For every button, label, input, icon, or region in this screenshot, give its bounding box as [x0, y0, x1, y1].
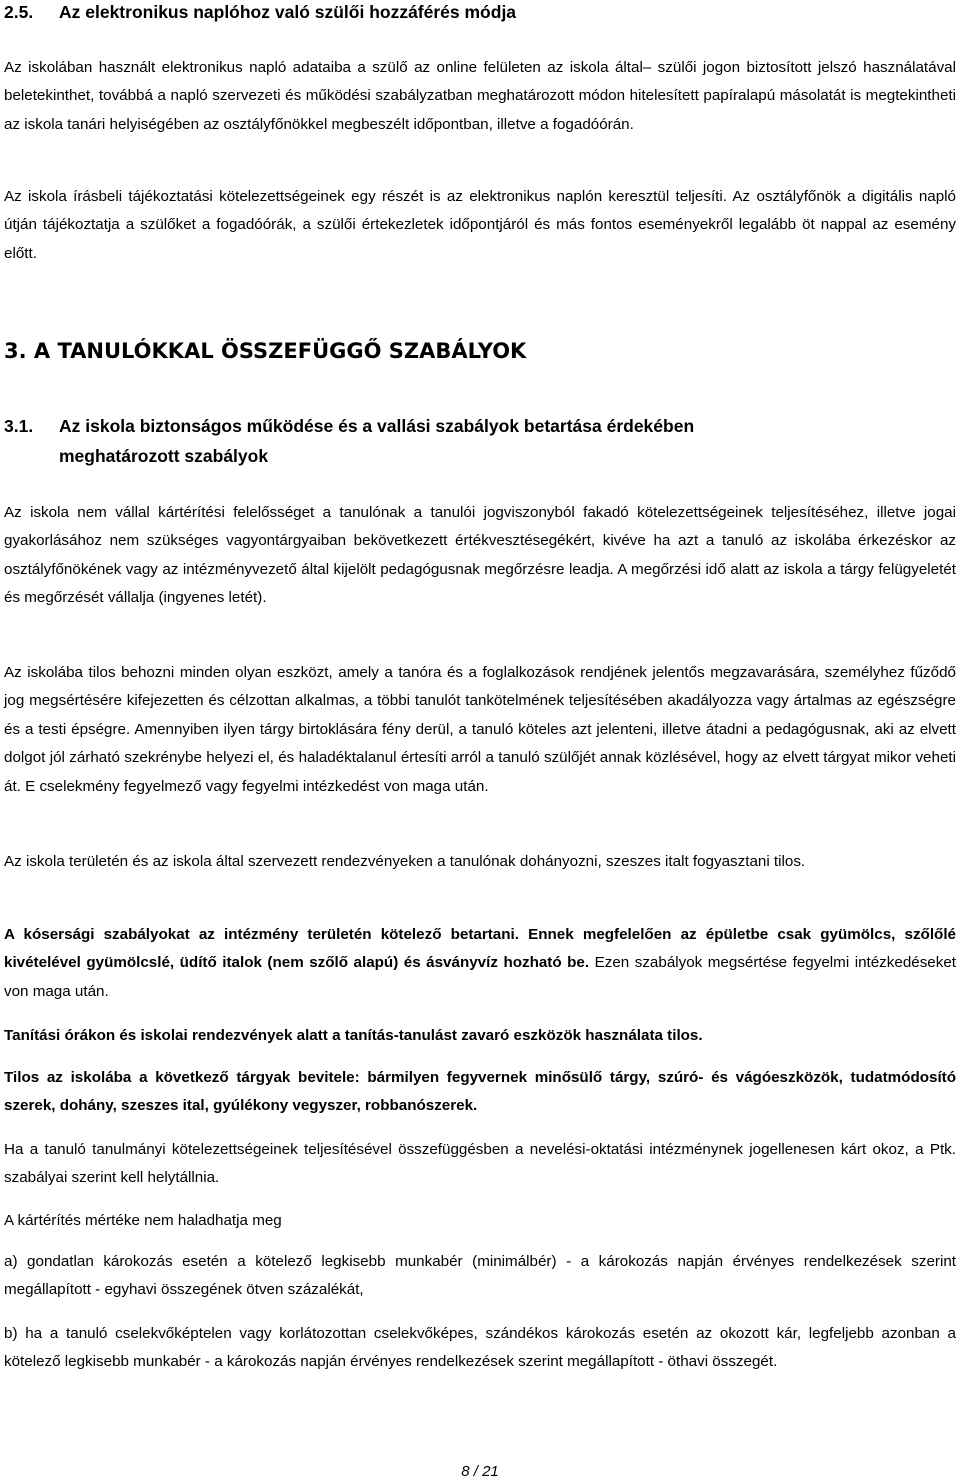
section-title: Az elektronikus naplóhoz való szülői hozzáférés módja: [59, 2, 517, 22]
paragraph-damages: Ha a tanuló tanulmányi kötelezettségeinek teljesítésével összefüggésben a nevelési-oktatási intézménynek jogellenesen kárt okoz, a Ptk. szabályai szerint kell helytállnia.: [4, 1141, 956, 1187]
section-3-1-heading: [4, 411, 956, 471]
page-number: 8 / 21: [461, 1463, 499, 1480]
paragraph-kosher-rules: [4, 921, 956, 1006]
kosher-rules-bold: A kósersági szabályokat az intézmény területén kötelező betartani. Ennek megfelelően az épületbe csak gyümölcs, szőlőlé kivételével gyümölcslé, üdítő italok (nem szőlő alapú) és ásványvíz hozható be.: [4, 926, 956, 972]
kosher-rules-normal: Ezen szabályok megsértése fegyelmi intézkedéseket von maga után.: [4, 954, 957, 1000]
section-number: 3.1.: [4, 416, 34, 436]
paragraph-intentional: b) ha a tanuló cselekvőképtelen vagy korlátozottan cselekvőképes, szándékos károkozás esetén az okozott kár, legfeljebb azonban a kötelező legkisebb munkabér - a károkozás napján érvényes rendelkezések szerint megállapított - öthavi összegét.: [4, 1325, 956, 1371]
paragraph-liability: Az iskola nem vállal kártérítési felelősséget a tanulónak a tanulói jogviszonyból fakadó kötelezettségeinek teljesítéséhez, illetve jogai gyakorlásához nem szükséges vagyontárgyaiban bekövetkezett értékvesztésegékért, kivéve ha azt a tanuló az iskolába érkezéskor az osztályfőnökének vagy az intézményvezető által kijelölt pedagógusnak megőrzésre leadja. A megőrzési idő alatt az iskola a tárgy felügyeletét és megőrzését vállalja (ingyenes letét).: [4, 504, 956, 607]
chapter-3-heading: 3. A TANULÓKKAL ÖSSZEFÜGGŐ SZABÁLYOK: [4, 339, 527, 363]
section-title-line-2: meghatározott szabályok: [59, 446, 269, 466]
section-number: 2.5.: [4, 2, 34, 22]
section-title-line-1: Az iskola biztonságos működése és a vallási szabályok betartása érdekében: [59, 416, 695, 436]
paragraph-2-5-access: Az iskolában használt elektronikus napló adataiba a szülő az online felületen az iskola által– szülői jogon biztosított jelszó használatával beletekinthet, továbbá a napló szervezeti és működési szabályzatban meghatározott módon hitelesített papíralapú másolatát is megtekintheti az iskola tanári helyiségében az osztályfőnökkel megbeszélt időpontban, illetve a fogadóórán.: [4, 59, 956, 133]
paragraph-2-5-information: Az iskola írásbeli tájékoztatási kötelezettségeinek egy részét is az elektronikus naplón keresztül teljesíti. Az osztályfőnök a digitális napló útján tájékoztatja a szülőket a fogadóórák, a szülői értekezletek időpontjáról és más fontos eseményekről legalább öt nappal az esemény előtt.: [4, 188, 956, 262]
paragraph-forbidden-objects: Tilos az iskolába a következő tárgyak bevitele: bármilyen fegyvernek minősülő tárgy, szúró- és vágóeszközök, tudatmódosító szerek, dohány, szeszes ital, gyúlékony vegyszer, robbanószerek.: [4, 1069, 956, 1115]
paragraph-compensation-limit: A kártérítés mértéke nem haladhatja meg: [4, 1212, 282, 1229]
section-2-5-heading: [4, 0, 956, 26]
paragraph-prohibited-items: Az iskolába tilos behozni minden olyan eszközt, amely a tanóra és a foglalkozások rendjének jelentős megzavarására, személyhez fűződő jog megsértésére kifejezetten és célzottan alkalmas, a többi tanulót tankötelmének teljesítésében akadályozza vagy ártalmas az egészségre és a testi épségre. Amennyiben ilyen tárgy birtoklására fény derül, a tanuló köteles azt jelenteni, illetve átadni a pedagógusnak, aki az elvett dolgot jól zárható szekrénybe helyezi el, és haladéktalanul értesíti arról a tanuló szülőjét annak közlésével, hogy az elvett tárgyat mikor veheti át. E cselekmény fegyelmező vagy fegyelmi intézkedést von maga után.: [4, 664, 956, 795]
paragraph-disturbing-devices: Tanítási órákon és iskolai rendezvények alatt a tanítás-tanulást zavaró eszközök használata tilos.: [4, 1027, 703, 1044]
paragraph-negligence: a) gondatlan károkozás esetén a kötelező legkisebb munkabér (minimálbér) - a károkozás napján érvényes rendelkezések szerint megállapított - egyhavi összegének ötven százalékát,: [4, 1253, 956, 1299]
paragraph-smoking: Az iskola területén és az iskola által szervezett rendezvényeken a tanulónak dohányozni, szeszes italt fogyasztani tilos.: [4, 853, 806, 870]
